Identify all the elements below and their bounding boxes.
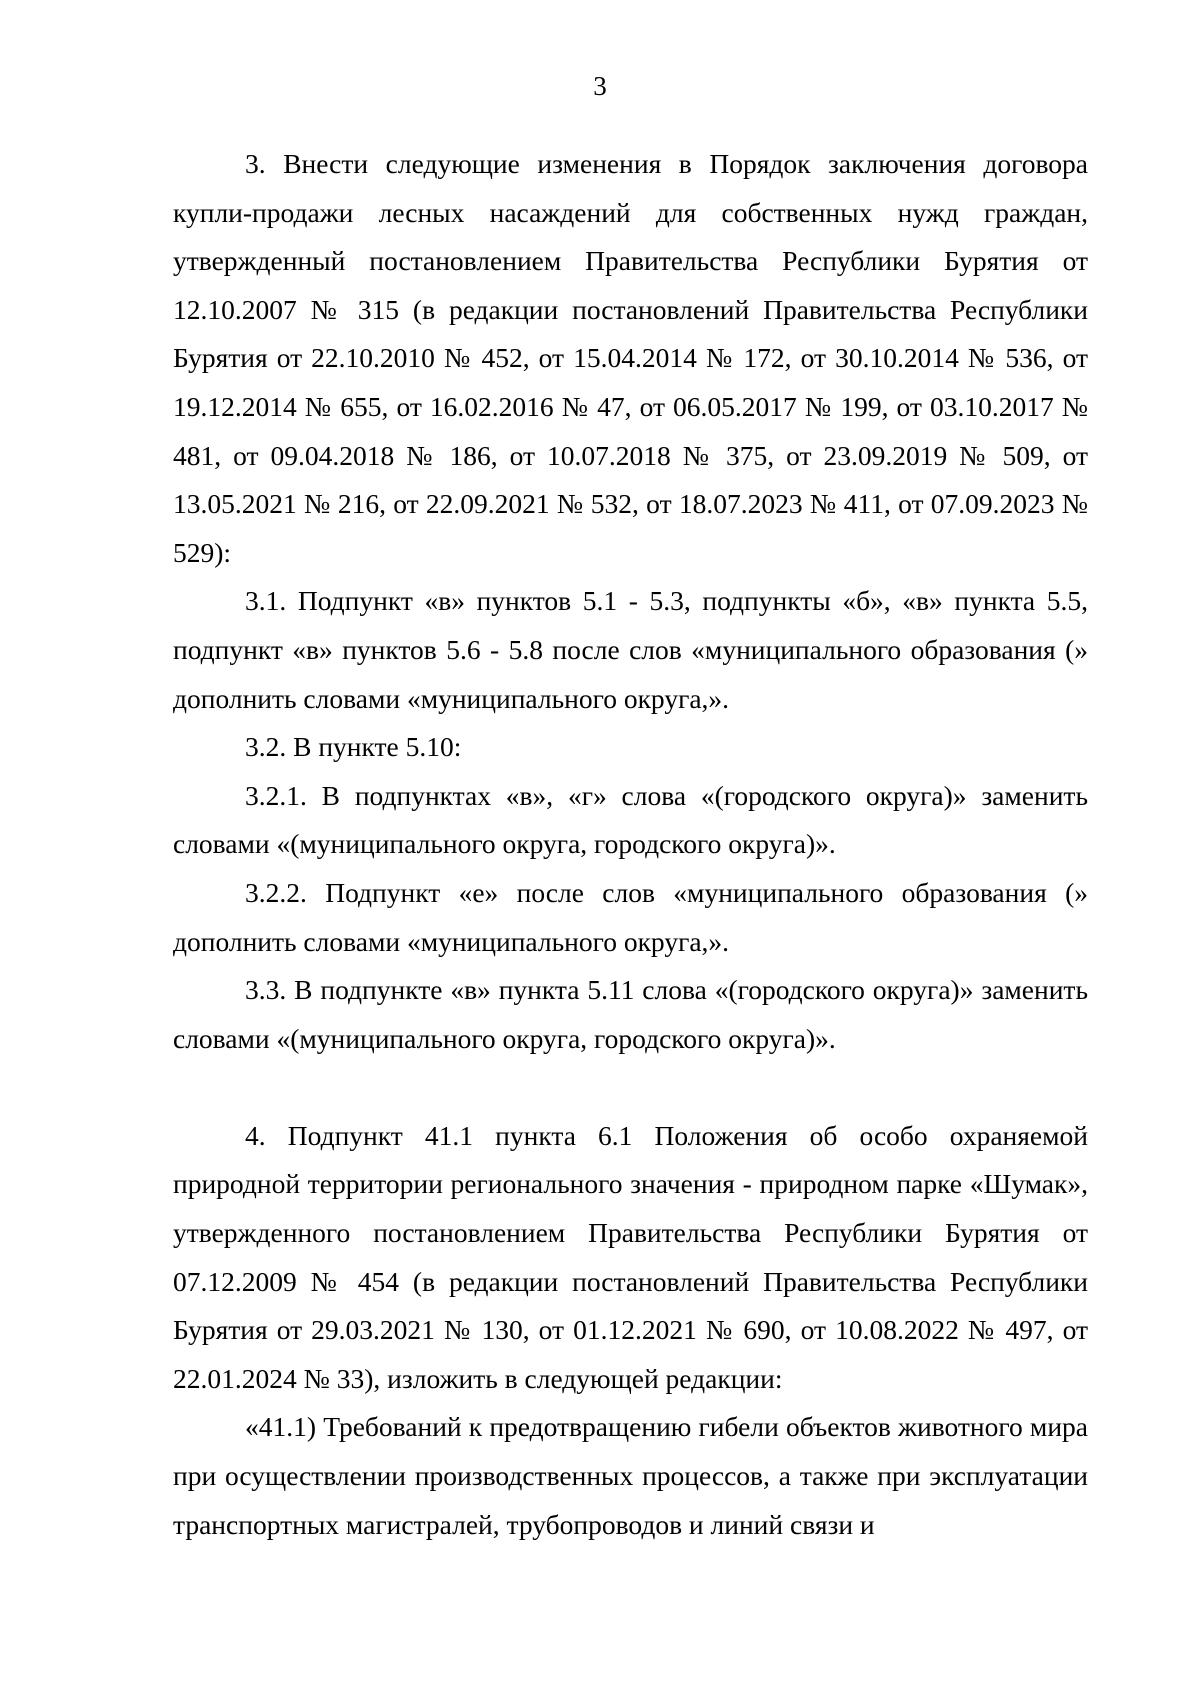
paragraph-3-2-1: 3.2.1. В подпунктах «в», «г» слова «(городского округа)» заменить словами «(муниципального округа, городского округа)». xyxy=(173,779,1088,860)
paragraph-3-3: 3.3. В подпункте «в» пункта 5.11 слова «(городского округа)» заменить словами «(муниципального округа, городского округа)». xyxy=(173,974,1088,1054)
paragraph-4: 4. Подпункт 41.1 пункта 6.1 Положения об особо охраняемой природной территории регионального значения - природном парке «Шумак», утвержденного постановлением Правительства Республики Бурятия от 07.12.2009 № 454 (в редакции постановлений Правительства Республики Бурятия от 29.03.2021 № 130, от 01.12.2021 № 690, от 10.08.2022 № 497, от 22.01.2024 № 33), изложить в следующей редакции: xyxy=(173,1119,1088,1394)
paragraph-3-1: 3.1. Подпункт «в» пунктов 5.1 - 5.3, подпункты «б», «в» пункта 5.5, подпункт «в» пунктов 5.6 - 5.8 после слов «муниципального образования (» дополнить словами «муниципального округа,». xyxy=(173,585,1088,714)
paragraph-3: 3. Внести следующие изменения в Порядок заключения договора купли-продажи лесных насаждений для собственных нужд граждан, утвержденный постановлением Правительства Республики Бурятия от 12.10.2007 № 315 (в редакции постановлений Правительства Республики Бурятия от 22.10.2010 № 452, от 15.04.2014 № 172, от 30.10.2014 № 536, от 19.12.2014 № 655, от 16.02.2016 № 47, от 06.05.2017 № 199, от 03.10.2017 № 481, от 09.04.2018 № 186, от 10.07.2018 № 375, от 23.09.2019 № 509, от 13.05.2021 № 216, от 22.09.2021 № 532, от 18.07.2023 № 411, от 07.09.2023 № 529): xyxy=(173,148,1088,568)
paragraph-3-2: 3.2. В пункте 5.10: xyxy=(245,731,462,763)
page-number: 3 xyxy=(593,71,607,101)
paragraph-3-2-2: 3.2.2. Подпункт «е» после слов «муниципального образования (» дополнить словами «муниципального округа,». xyxy=(173,876,1088,957)
paragraph-41-1: «41.1) Требований к предотвращению гибели объектов животного мира при осуществлении производственных процессов, а также при эксплуатации транспортных магистралей, трубопроводов и линий связи и xyxy=(173,1411,1088,1540)
document-body xyxy=(173,140,1088,1549)
